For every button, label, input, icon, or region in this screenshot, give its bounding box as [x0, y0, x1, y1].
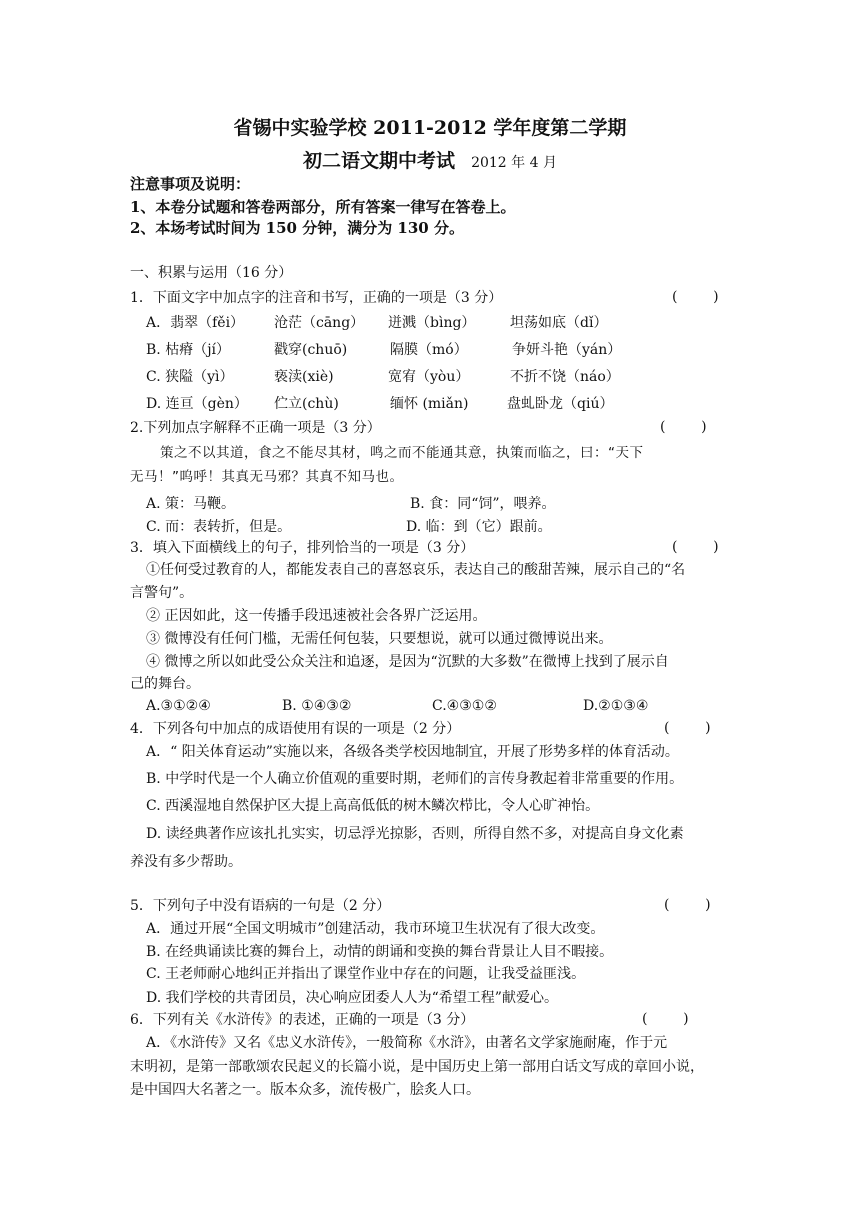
question-4-answer-blank: ( )	[664, 720, 711, 736]
q1-row-c-1: C. 狭隘（yì）	[146, 369, 234, 385]
q3-sentence-4a: ④ 微博之所以如此受公众关注和追逐，是因为“沉默的大多数”在微博上找到了展示自	[146, 654, 669, 670]
q1-row-b-1: B. 枯瘠（jí）	[146, 342, 231, 358]
q1-row-d-3: 缅怀 (miǎn)	[390, 396, 469, 412]
q1-row-d-1: D. 连亘（gèn）	[146, 396, 248, 412]
q4-option-c: C. 西溪湿地自然保护区大提上高高低低的树木鳞次栉比，令人心旷神怡。	[146, 798, 600, 814]
question-2-stem: 2.下列加点字解释不正确一项是（3 分）	[130, 420, 381, 436]
notes-item-1: 1、本卷分试题和答卷两部分，所有答案一律写在答卷上。	[130, 198, 516, 216]
q6-option-a-line3: 是中国四大名著之一。版本众多，流传极广，脍炙人口。	[130, 1082, 480, 1098]
question-4-stem: 4．下列各句中加点的成语使用有误的一项是（2 分）	[130, 721, 461, 737]
q2-passage-line1: 策之不以其道，食之不能尽其材，鸣之而不能通其意，执策而临之，曰：“天下	[160, 445, 644, 461]
q1-row-a-1: A．翡翠（fěi）	[146, 315, 245, 331]
exam-date: 2012 年 4 月	[471, 155, 557, 171]
q4-option-d-line1: D. 读经典著作应该扎扎实实，切忌浮光掠影，否则，所得自然不多，对提高自身文化素	[146, 826, 684, 842]
q3-option-a: A.③①②④	[146, 698, 211, 714]
q2-option-d: D. 临：到（它）跟前。	[406, 519, 552, 535]
q3-sentence-3: ③ 微博没有任何门槛，无需任何包装，只要想说，就可以通过微博说出来。	[146, 631, 613, 647]
exam-title-line2	[0, 146, 860, 173]
notes-item-2: 2、本场考试时间为 150 分钟，满分为 130 分。	[130, 219, 464, 237]
q4-option-d-line2: 养没有多少帮助。	[130, 854, 242, 870]
q1-row-b-3: 隔膜（mó）	[390, 342, 468, 358]
q1-row-d-2: 伫立(chù)	[274, 396, 339, 412]
question-2-answer-blank: ( )	[660, 419, 707, 435]
q1-row-a-2: 沧茫（cāng）	[274, 315, 365, 331]
question-6-stem: 6．下列有关《水浒传》的表述，正确的一项是（3 分）	[130, 1012, 475, 1028]
q3-option-d: D.②①③④	[583, 698, 649, 714]
q3-option-c: C.④③①②	[432, 698, 497, 714]
question-3-stem: 3．填入下面横线上的句子，排列恰当的一项是（3 分）	[130, 540, 475, 556]
q5-option-d: D. 我们学校的共青团员，决心响应团委人人为“希望工程”献爱心。	[146, 990, 558, 1006]
question-1-answer-blank: ( )	[672, 289, 719, 305]
exam-title-line1: 省锡中实验学校 2011-2012 学年度第二学期	[233, 117, 627, 139]
q3-sentence-4b: 己的舞台。	[130, 676, 200, 692]
q1-row-c-2: 亵渎(xiè)	[274, 369, 334, 385]
question-5-answer-blank: ( )	[664, 897, 711, 913]
section-heading: 一、积累与运用（16 分）	[130, 265, 293, 281]
q1-row-b-4: 争妍斗艳（yán）	[512, 342, 622, 358]
q4-option-b: B. 中学时代是一个人确立价值观的重要时期，老师们的言传身教起着非常重要的作用。	[146, 771, 684, 787]
q4-option-a: A．“ 阳关体育运动”实施以来，各级各类学校因地制宜，开展了形势多样的体育活动。	[146, 744, 679, 760]
exam-title: 初二语文期中考试	[303, 150, 456, 172]
question-3-answer-blank: ( )	[672, 539, 719, 555]
q1-row-a-3: 迸溅（bìng）	[388, 315, 476, 331]
q1-row-b-2: 戳穿(chuō)	[274, 342, 348, 358]
q3-sentence-1b: 言警句”。	[130, 585, 194, 601]
q6-option-a-line1: A．《水浒传》又名《忠义水浒传》，一般简称《水浒》，由著名文学家施耐庵，作于元	[146, 1035, 668, 1051]
q5-option-c: C. 王老师耐心地纠正并指出了课堂作业中存在的问题，让我受益匪浅。	[146, 966, 586, 982]
q3-sentence-1a: ①任何受过教育的人，都能发表自己的喜怒哀乐，表达自己的酸甜苦辣，展示自己的“名	[146, 562, 686, 578]
q1-row-c-3: 宽宥（yòu）	[388, 369, 470, 385]
q6-option-a-line2: 末明初，是第一部歌颂农民起义的长篇小说，是中国历史上第一部用白话文写成的章回小说，	[130, 1059, 704, 1075]
q2-passage-line2: 无马！”呜呼！其真无马邪？其真不知马也。	[130, 469, 404, 485]
q5-option-a: A．通过开展“全国文明城市”创建活动，我市环境卫生状况有了很大改变。	[146, 921, 605, 937]
question-5-stem: 5．下列句子中没有语病的一句是（2 分）	[130, 898, 391, 914]
q2-option-b: B. 食：同“饲”，喂养。	[410, 496, 556, 512]
q2-option-a: A. 策：马鞭。	[146, 496, 236, 512]
q2-option-c: C. 而：表转折，但是。	[146, 519, 292, 535]
q1-row-a-4: 坦荡如底（dǐ）	[510, 315, 608, 331]
question-6-answer-blank: ( )	[642, 1011, 689, 1027]
question-1-stem: 1．下面文字中加点字的注音和书写，正确的一项是（3 分）	[130, 290, 503, 306]
notes-heading: 注意事项及说明：	[130, 175, 251, 193]
q5-option-b: B. 在经典诵读比赛的舞台上，动情的朗诵和变换的舞台背景让人目不暇接。	[146, 944, 614, 960]
q3-sentence-2: ② 正因如此，这一传播手段迅速被社会各界广泛运用。	[146, 608, 487, 624]
q1-row-d-4: 盘虬卧龙（qiú）	[507, 396, 614, 412]
q3-option-b: B. ①④③②	[282, 698, 352, 714]
q1-row-c-4: 不折不饶（náo）	[510, 369, 620, 385]
